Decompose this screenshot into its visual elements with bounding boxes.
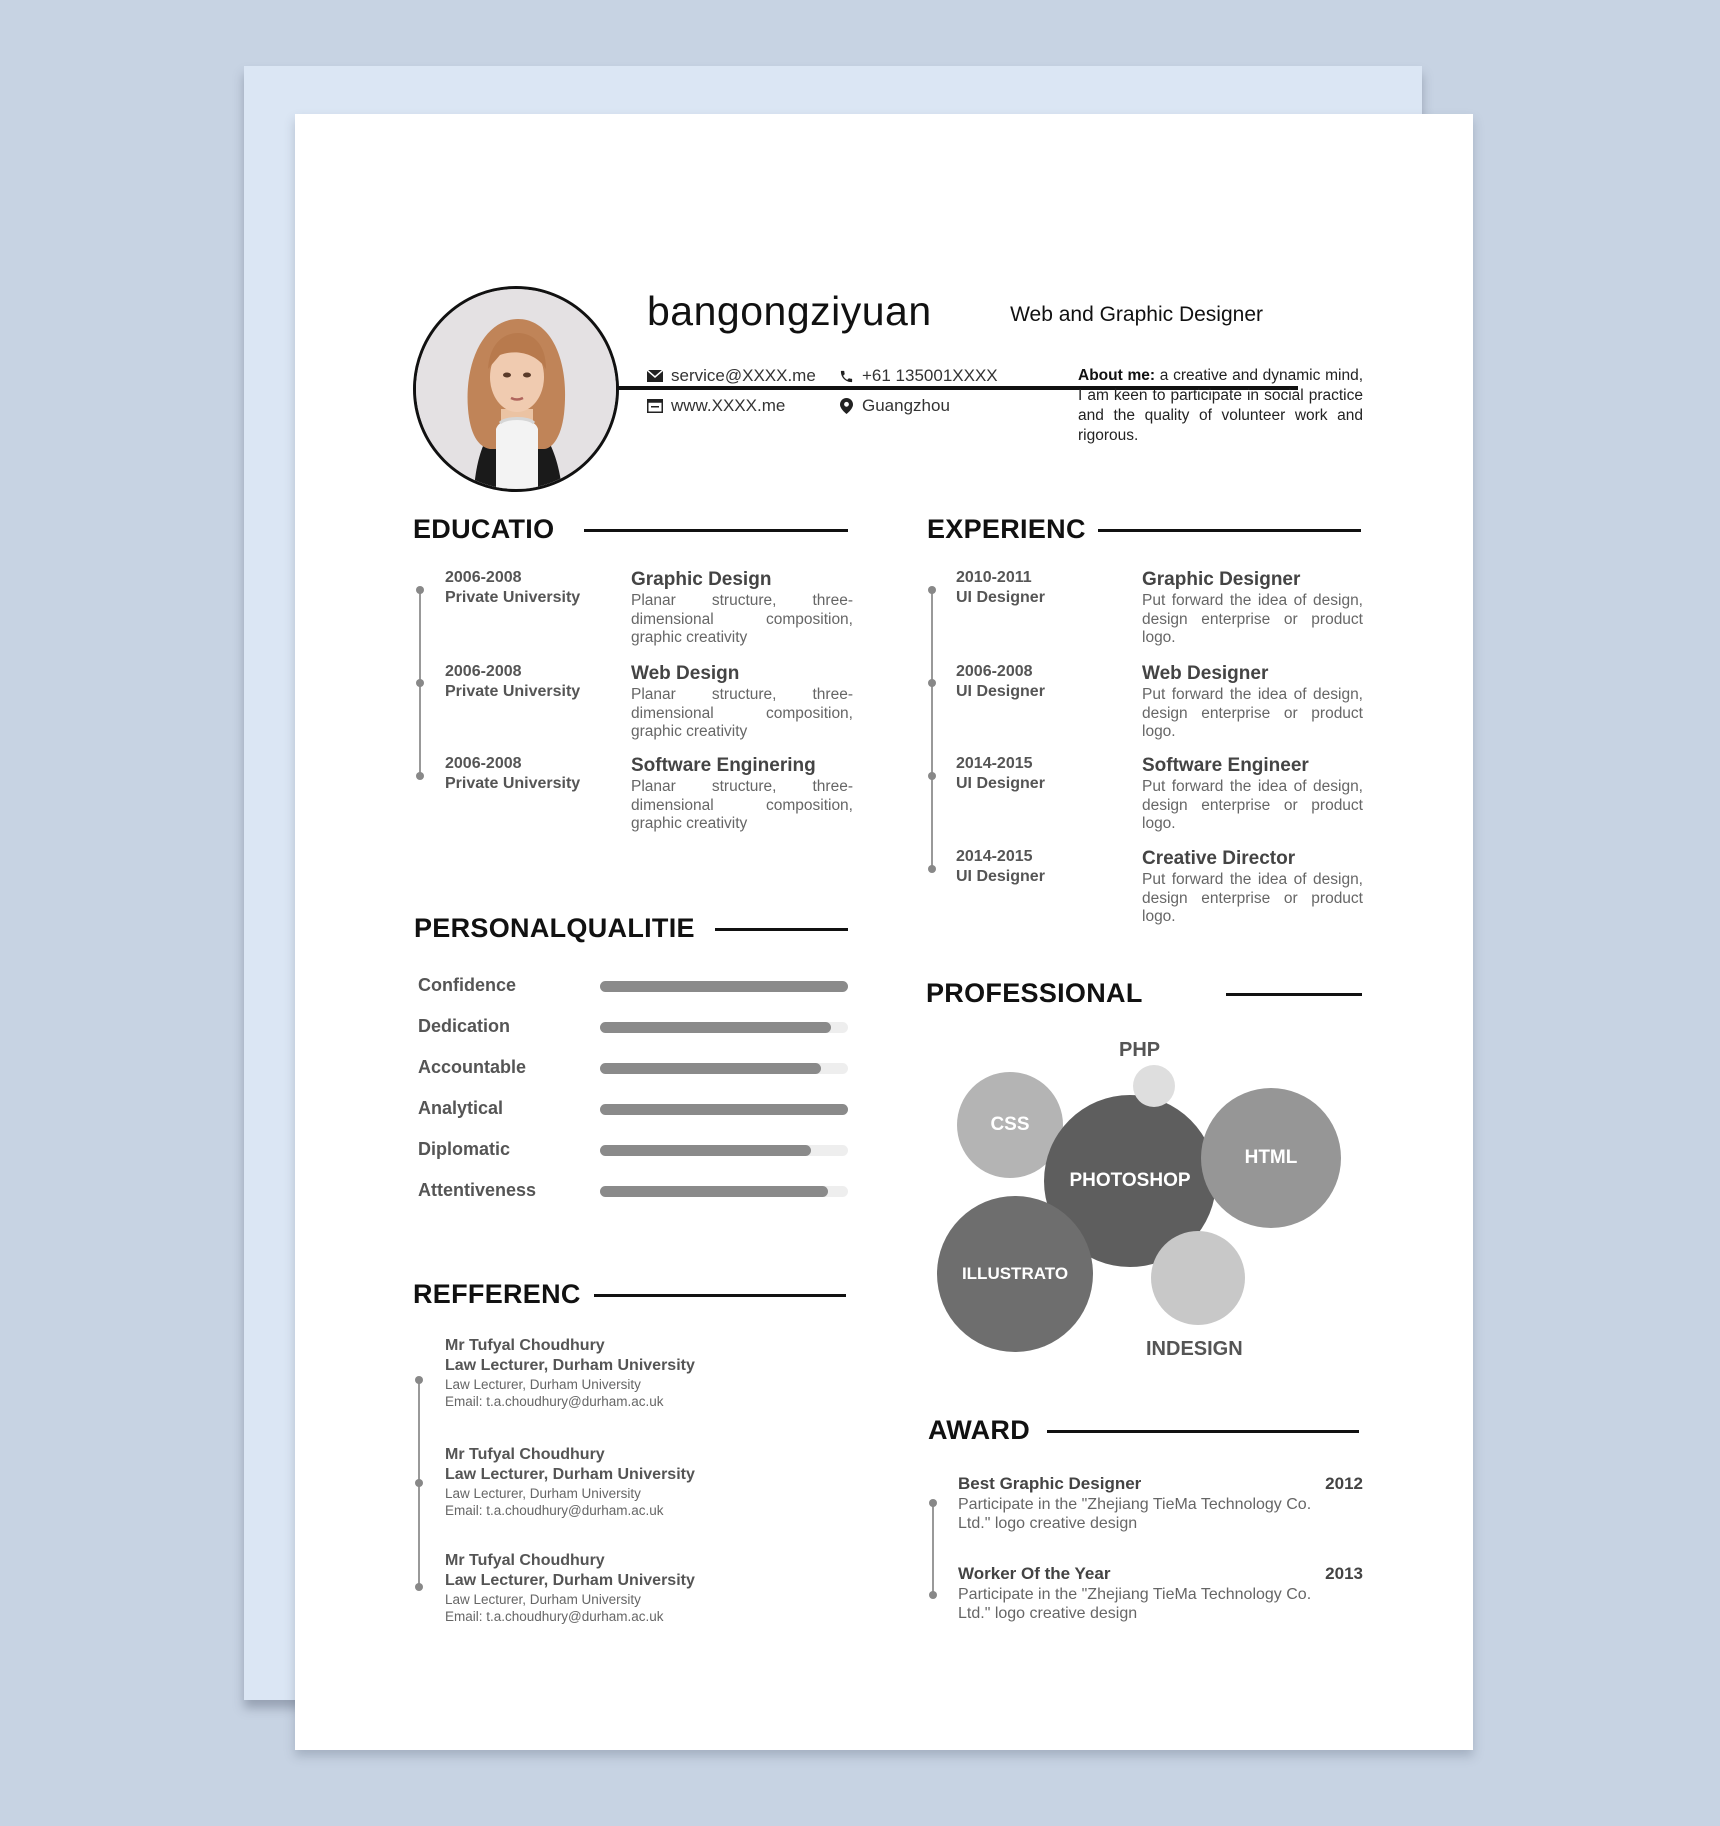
experience-role: UI Designer <box>956 683 1045 700</box>
timeline-dot <box>928 679 936 687</box>
experience-title: Creative Director <box>1142 848 1296 869</box>
timeline-dot <box>928 865 936 873</box>
experience-description: Put forward the idea of design, design enterprise or product logo. <box>1142 871 1363 925</box>
about-me <box>1078 366 1363 446</box>
experience-date: 2014-2015 <box>956 848 1033 865</box>
education-school: Private University <box>445 589 581 606</box>
quality-label: Analytical <box>418 1098 504 1118</box>
award-year: 2012 <box>1325 1474 1363 1493</box>
job-title: Web and Graphic Designer <box>1010 303 1263 326</box>
phone-icon <box>838 368 854 384</box>
quality-bar-fill <box>600 1063 821 1074</box>
experience-description: Put forward the idea of design, design enterprise or product logo. <box>1142 778 1363 832</box>
education-date: 2006-2008 <box>445 755 522 772</box>
quality-bar-fill <box>600 1145 811 1156</box>
experience-date: 2010-2011 <box>956 569 1032 586</box>
reference-name: Mr Tufyal Choudhury <box>445 1337 605 1354</box>
references-rule <box>594 1294 846 1297</box>
education-school: Private University <box>445 683 581 700</box>
reference-email[interactable]: Email: t.a.choudhury@durham.ac.uk <box>445 1609 664 1624</box>
education-rule <box>584 529 848 532</box>
candidate-name: bangongziyuan <box>647 288 932 334</box>
timeline-dot <box>929 1499 937 1507</box>
quality-bar-track <box>600 981 848 992</box>
quality-bar-track <box>600 1104 848 1115</box>
timeline-dot <box>415 1376 423 1384</box>
contact-website[interactable] <box>647 396 785 416</box>
education-degree: Web Design <box>631 663 740 684</box>
reference-email[interactable]: Email: t.a.choudhury@durham.ac.uk <box>445 1503 664 1518</box>
phone-text: +61 135001XXXX <box>862 366 998 385</box>
timeline-dot <box>415 1583 423 1591</box>
experience-date: 2006-2008 <box>956 663 1033 680</box>
quality-bar-track <box>600 1145 848 1156</box>
award-description: Participate in the "Zhejiang TieMa Technology Co. Ltd." logo creative design <box>958 1586 1312 1622</box>
resume-page <box>295 114 1473 1750</box>
map-pin-icon <box>838 398 854 414</box>
reference-detail: Law Lecturer, Durham University <box>445 1486 641 1501</box>
award-rule <box>1047 1430 1359 1433</box>
contact-email[interactable] <box>647 366 816 386</box>
timeline-dot <box>929 1591 937 1599</box>
qualities-heading: PERSONALQUALITIE <box>414 913 695 943</box>
quality-bar-track <box>600 1186 848 1197</box>
award-title: Best Graphic Designer <box>958 1474 1142 1493</box>
education-degree: Graphic Design <box>631 569 772 590</box>
indesign-label: INDESIGN <box>1146 1338 1243 1360</box>
award-heading: AWARD <box>928 1415 1030 1445</box>
location-text: Guangzhou <box>862 396 950 415</box>
html-bubble <box>1201 1088 1341 1228</box>
reference-position: Law Lecturer, Durham University <box>445 1572 695 1589</box>
reference-detail: Law Lecturer, Durham University <box>445 1592 641 1607</box>
education-description: Planar structure, three-dimensional composition, graphic creativity <box>631 592 853 646</box>
html-label: HTML <box>1244 1147 1298 1168</box>
experience-rule <box>1098 529 1361 532</box>
portrait-illustration <box>416 289 616 489</box>
photoshop-label: PHOTOSHOP <box>1069 1170 1191 1191</box>
indesign-bubble <box>1151 1231 1245 1325</box>
experience-title: Graphic Designer <box>1142 569 1301 590</box>
quality-label: Confidence <box>418 975 517 995</box>
experience-title: Software Engineer <box>1142 755 1309 776</box>
illustrator-bubble <box>937 1196 1093 1352</box>
reference-position: Law Lecturer, Durham University <box>445 1357 695 1374</box>
reference-detail: Law Lecturer, Durham University <box>445 1377 641 1392</box>
timeline-dot <box>928 586 936 594</box>
award-year: 2013 <box>1325 1564 1363 1583</box>
quality-label: Attentiveness <box>418 1180 537 1200</box>
references-heading: REFFERENC <box>413 1279 581 1309</box>
quality-label: Accountable <box>418 1057 527 1077</box>
timeline-dot <box>415 1479 423 1487</box>
education-date: 2006-2008 <box>445 569 522 586</box>
email-text: service@XXXX.me <box>671 366 816 385</box>
experience-title: Web Designer <box>1142 663 1269 684</box>
education-degree: Software Enginering <box>631 755 816 776</box>
quality-bar-fill <box>600 981 848 992</box>
experience-role: UI Designer <box>956 775 1045 792</box>
experience-heading: EXPERIENC <box>927 514 1086 544</box>
qualities-rule <box>715 928 848 931</box>
timeline-dot <box>416 586 424 594</box>
illustrator-label: ILLUSTRATO <box>961 1264 1069 1283</box>
experience-timeline <box>931 590 933 870</box>
quality-bar-track <box>600 1022 848 1033</box>
quality-bar-fill <box>600 1104 848 1115</box>
education-description: Planar structure, three-dimensional composition, graphic creativity <box>631 686 853 740</box>
quality-bar-track <box>600 1063 848 1074</box>
contact-location <box>838 396 950 416</box>
quality-label: Dedication <box>418 1016 511 1036</box>
website-text: www.XXXX.me <box>671 396 786 415</box>
award-timeline <box>932 1503 934 1596</box>
timeline-dot <box>928 772 936 780</box>
timeline-dot <box>416 772 424 780</box>
quality-bar-fill <box>600 1186 828 1197</box>
education-date: 2006-2008 <box>445 663 522 680</box>
experience-role: UI Designer <box>956 589 1045 606</box>
award-description: Participate in the "Zhejiang TieMa Technology Co. Ltd." logo creative design <box>958 1496 1312 1532</box>
professional-heading: PROFESSIONAL <box>926 978 1143 1008</box>
reference-email[interactable]: Email: t.a.choudhury@durham.ac.uk <box>445 1394 664 1409</box>
experience-role: UI Designer <box>956 868 1045 885</box>
reference-name: Mr Tufyal Choudhury <box>445 1552 605 1569</box>
php-bubble <box>1133 1065 1175 1107</box>
experience-description: Put forward the idea of design, design enterprise or product logo. <box>1142 592 1363 646</box>
css-label: CSS <box>990 1114 1030 1135</box>
award-title: Worker Of the Year <box>958 1564 1111 1583</box>
about-text: a creative and dynamic mind, I am keen to participate in social practice and the quality of volunteer work and rigorous. <box>1078 367 1363 444</box>
reference-name: Mr Tufyal Choudhury <box>445 1446 605 1463</box>
contact-phone[interactable] <box>838 366 998 386</box>
about-label: About me: <box>1078 367 1156 384</box>
experience-date: 2014-2015 <box>956 755 1033 772</box>
browser-window-icon <box>647 398 663 414</box>
quality-label: Diplomatic <box>418 1139 511 1159</box>
php-label: PHP <box>1119 1039 1161 1061</box>
profile-photo <box>413 286 619 492</box>
experience-description: Put forward the idea of design, design enterprise or product logo. <box>1142 686 1363 740</box>
professional-rule <box>1226 993 1362 996</box>
quality-bar-fill <box>600 1022 831 1033</box>
envelope-icon <box>647 368 663 384</box>
education-description: Planar structure, three-dimensional composition, graphic creativity <box>631 778 853 832</box>
education-heading: EDUCATIO <box>413 514 555 544</box>
timeline-dot <box>416 679 424 687</box>
reference-position: Law Lecturer, Durham University <box>445 1466 695 1483</box>
education-school: Private University <box>445 775 581 792</box>
